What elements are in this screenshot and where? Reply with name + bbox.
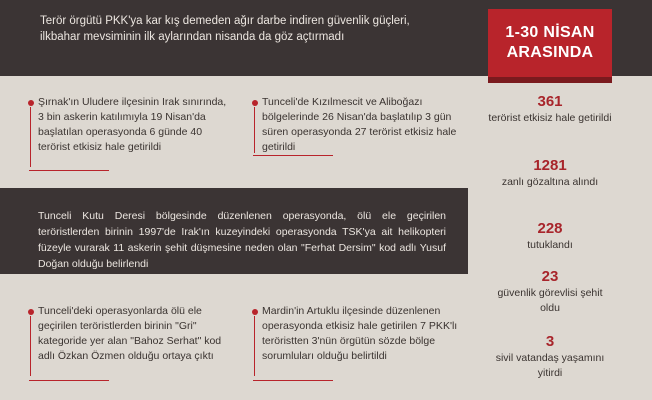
badge-line-1: 1-30 NİSAN [505, 24, 595, 41]
badge-ribbon-shadow [488, 77, 612, 83]
stat-number: 361 [537, 93, 563, 110]
item-tunceli-kizilmescit-text: Tunceli'de Kızılmescit ve Aliboğazı bölgelerinde 26 Nisan'da başlatılıp 3 gün süren operasyonda 27 terörist etkisiz hale getirildi [262, 96, 457, 153]
item-sirnak-text: Şırnak'ın Uludere ilçesinin Irak sınırında, 3 bin askerin katılımıyla 19 Nisan'da başlatılan operasyonda 6 günde 40 terörist etkisiz hale getirildi [38, 96, 227, 153]
stat-label: terörist etkisiz hale getirildi [488, 112, 612, 124]
item-kutu-deresi-text: Tunceli Kutu Deresi bölgesinde düzenlenen operasyonda, ölü ele geçirilen teröristlerden birinin 1997'de Irak'ın kuzeyindeki operasyonda TSK'ya ait helikopteri füzeyle vurarak 11 askerin şehit düşmesine neden olan "Ferhat Dersim" kod adlı Yusuf Doğan olduğu belirlendi [38, 210, 446, 270]
stat-detained [488, 157, 612, 190]
item-tunceli-kizilmescit [262, 95, 458, 155]
stat-number: 23 [541, 268, 559, 285]
bullet-dot-icon [28, 309, 34, 315]
item-tunceli-gri-text: Tunceli'deki operasyonlarda ölü ele geçirilen teröristlerden birinin "Gri" kategoride yer alan "Bahoz Serhat" kod adlı Özkan Özmen olduğu ortaya çıktı [38, 305, 222, 362]
stat-label: tutuklandı [527, 239, 573, 251]
bullet-line [30, 316, 31, 376]
stat-number: 1281 [533, 157, 567, 174]
date-range-badge [488, 9, 612, 77]
bullet-underline [253, 155, 333, 156]
item-sirnak [38, 95, 234, 155]
badge-line-2: ARASINDA [506, 44, 594, 61]
bullet-underline [29, 170, 109, 171]
bullet-dot-icon [28, 100, 34, 106]
stat-number: 228 [537, 220, 563, 237]
stat-label: zanlı gözaltına alındı [501, 176, 599, 188]
stat-civilians-killed [488, 333, 612, 381]
item-mardin-text: Mardin'in Artuklu ilçesinde düzenlenen operasyonda etkisiz hale getirilen 7 PKK'lı teröristten 3'nün örgütün sözde bölge sorumluları olduğu belirtildi [262, 305, 458, 362]
stat-arrested [488, 220, 612, 253]
stat-label: güvenlik görevlisi şehit oldu [497, 287, 603, 314]
stat-label: sivil vatandaş yaşamını yitirdi [495, 352, 605, 379]
stat-terrorists-neutralized [488, 93, 612, 126]
bullet-underline [253, 380, 333, 381]
bullet-line [30, 107, 31, 167]
stat-number: 3 [545, 333, 555, 350]
bullet-line [254, 107, 255, 153]
bullet-dot-icon [252, 309, 258, 315]
stat-security-martyrs [488, 268, 612, 316]
bullet-underline [29, 380, 109, 381]
header-text: Terör örgütü PKK'ya kar kış demeden ağır darbe indiren güvenlik güçleri, ilkbahar mevsiminin ilk aylarından nisanda da göz açtırmadı [40, 15, 410, 43]
item-tunceli-gri [38, 304, 234, 364]
bullet-line [254, 316, 255, 376]
bullet-dot-icon [252, 100, 258, 106]
item-mardin [262, 304, 458, 364]
